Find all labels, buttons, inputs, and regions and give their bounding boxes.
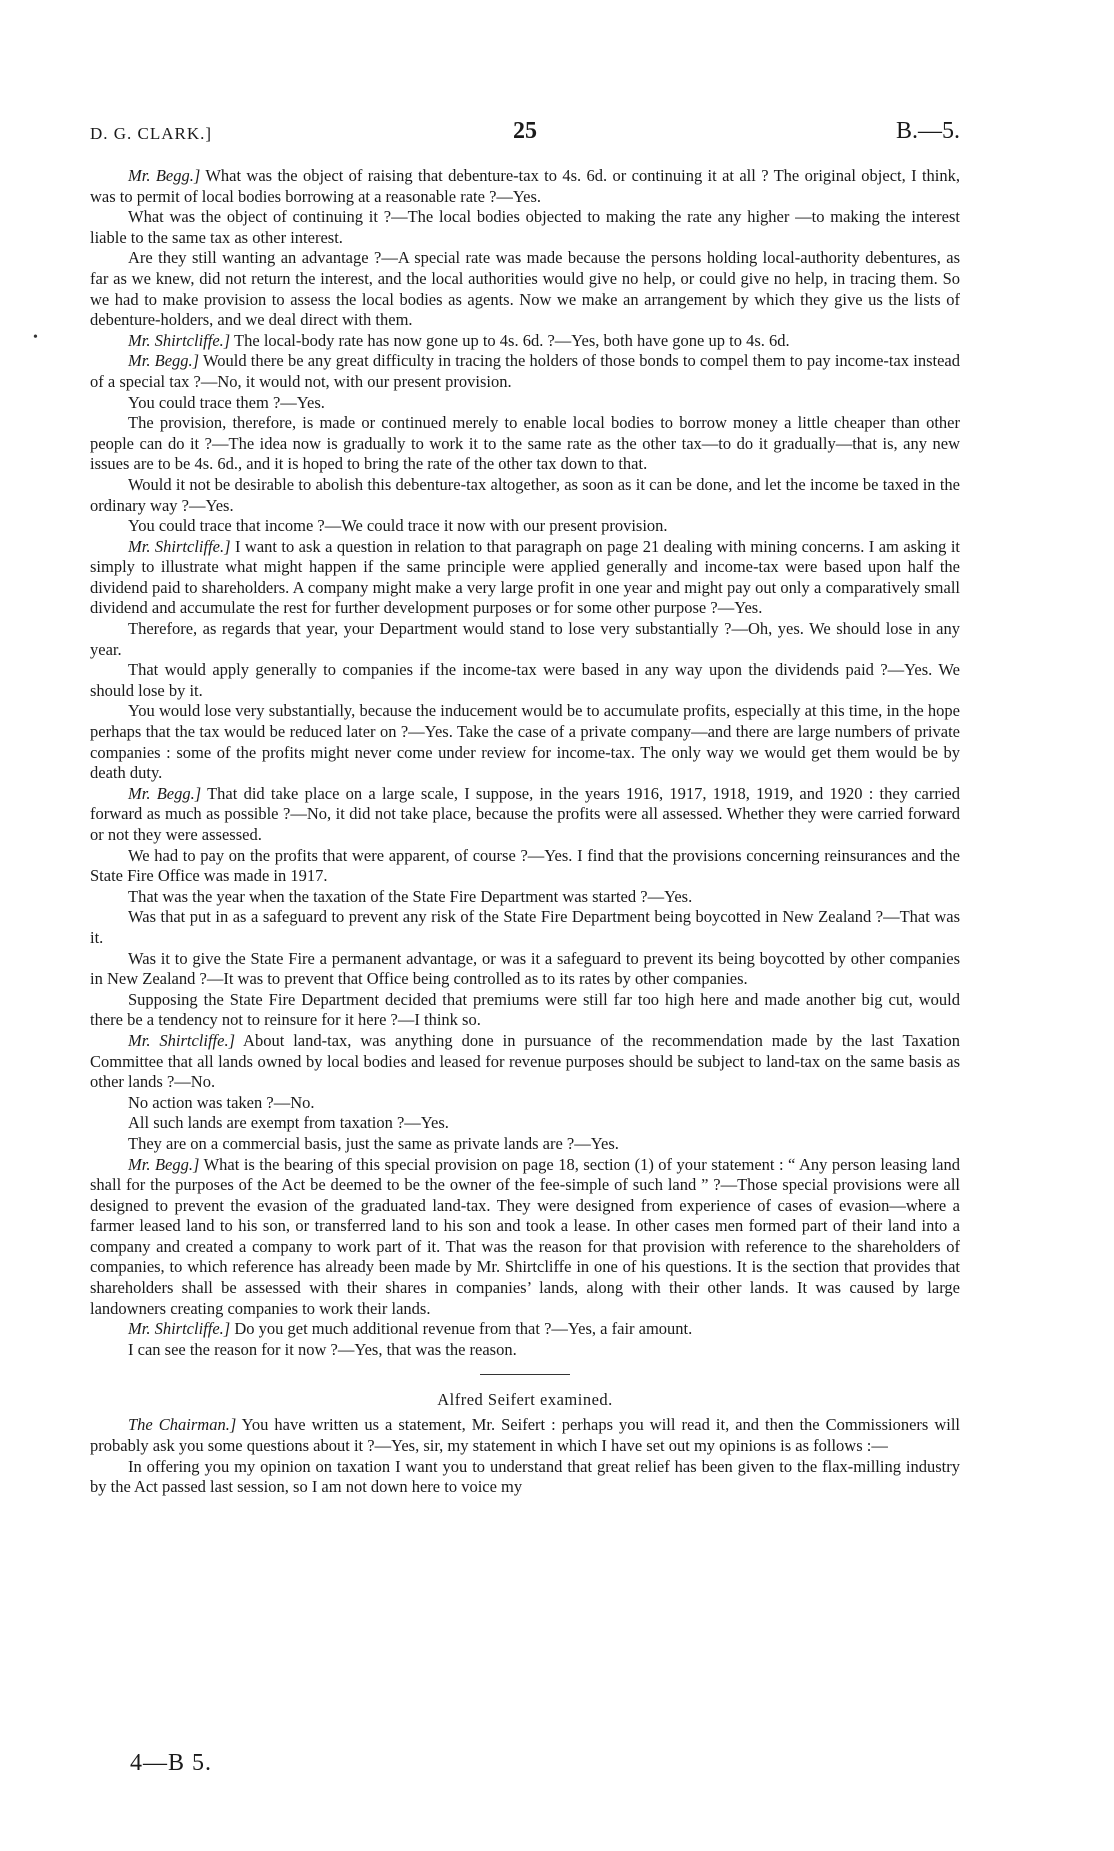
- paragraph: [90, 537, 960, 619]
- paragraph-text: Therefore, as regards that year, your Department would stand to lose very substantially ?—Oh, yes. We should lose in any year.: [90, 619, 960, 659]
- paragraph: [90, 990, 960, 1031]
- paragraph-text: What was the object of continuing it ?—The local bodies objected to making the rate any higher —to making the interest liable to the same tax as other interest.: [90, 207, 960, 247]
- page-number: 25: [513, 118, 537, 144]
- paragraph: [90, 351, 960, 392]
- speaker-label: Mr. Begg.]: [128, 783, 202, 803]
- paragraph-text: You could trace them ?—Yes.: [128, 392, 325, 412]
- paragraph: [90, 475, 960, 516]
- section-divider: [480, 1374, 570, 1375]
- paragraph: [90, 1113, 960, 1134]
- paragraph: [90, 207, 960, 248]
- section-title: Alfred Seifert examined.: [437, 1390, 613, 1410]
- speaker-label: Mr. Begg.]: [128, 166, 201, 185]
- paragraph: [90, 1093, 960, 1114]
- paragraph-text: Was it to give the State Fire a permanent advantage, or was it a safeguard to prevent its being boycotted by other companies in New Zealand ?—It was to prevent that Office being controlled as to its rates by other companies.: [90, 948, 960, 989]
- paragraph-text: You would lose very substantially, because the inducement would be to accumulate profits, especially at this time, in the hope perhaps that the tax would be reduced later on ?—Yes. Take the case of a private company—and there are large numbers of private companies : some of the profits might never come under review for income-tax. The only way we would get them would be by death duty.: [90, 701, 960, 783]
- paragraph-text: The provision, therefore, is made or continued merely to enable local bodies to borrow money a little cheaper than other people can do it ?—The idea now is gradually to work it to the same rate as the other tax—to do it gradually—that is, any new issues are to be 4s. 6d., and it is hoped to bring the rate of the other tax down to that.: [90, 413, 960, 474]
- paragraph: [90, 516, 960, 537]
- speaker-label: Mr. Shirtcliffe.]: [128, 330, 231, 350]
- paragraph: [90, 1031, 960, 1093]
- paragraph-text: In offering you my opinion on taxation I want you to understand that great relief has been given to the flax-milling industry by the Act passed last session, so I am not down here to voice my: [90, 1456, 960, 1497]
- paragraph-text: You could trace that income ?—We could trace it now with our present provision.: [128, 516, 668, 536]
- paragraph-text: Are they still wanting an advantage ?—A special rate was made because the persons holding local-authority debentures, as far as we knew, did not return the interest, and the local authorities would give no help, or could give no help, in tracing them. So we had to make provision to assess the local bodies as agents. Now we make an arrangement by which they give us the lists of debenture-holders, and we deal direct with them.: [90, 248, 960, 330]
- paragraph-text: You have written us a statement, Mr. Seifert : perhaps you will read it, and then the Commissioners will probably ask you some questions about it ?—Yes, sir, my statement in which I have set out my opinions is as follows :—: [90, 1415, 960, 1456]
- page-header: [90, 118, 960, 152]
- speaker-label: Mr. Shirtcliffe.]: [128, 536, 231, 556]
- paragraph-text: What was the object of raising that debenture-tax to 4s. 6d. or continuing it at all ? The original object, I think, was to permit of local bodies borrowing at a reasonable rate ?—Yes.: [90, 166, 960, 206]
- footer-signature: 4—B 5.: [130, 1750, 213, 1776]
- paragraph: [90, 1457, 960, 1498]
- paragraph-text: I can see the reason for it now ?—Yes, that was the reason.: [128, 1339, 517, 1359]
- paragraph: [90, 393, 960, 414]
- paragraph: [90, 619, 960, 660]
- paragraph: [90, 949, 960, 990]
- speaker-label: Mr. Begg.]: [128, 1154, 200, 1174]
- paragraph-text: The local-body rate has now gone up to 4s. 6d. ?—Yes, both have gone up to 4s. 6d.: [230, 330, 790, 350]
- testimony-body: [90, 166, 960, 1360]
- paragraph-text: That was the year when the taxation of the State Fire Department was started ?—Yes.: [128, 886, 693, 906]
- paragraph-text: Do you get much additional revenue from that ?—Yes, a fair amount.: [230, 1319, 693, 1339]
- paragraph-text: Supposing the State Fire Department decided that premiums were still far too high here and made another big cut, would there be a tendency not to reinsure for it here ?—I think so.: [90, 989, 960, 1030]
- paragraph: [90, 1415, 960, 1456]
- speaker-label: The Chairman.]: [128, 1415, 237, 1435]
- paragraph: [90, 660, 960, 701]
- speaker-label: Mr. Shirtcliffe.]: [128, 1030, 236, 1050]
- paragraph: [90, 1155, 960, 1320]
- speaker-label: Mr. Begg.]: [128, 351, 200, 371]
- paragraph: [90, 413, 960, 475]
- paragraph-text: What is the bearing of this special provision on page 18, section (1) of your statement : “ Any person leasing land shall for the purposes of the Act be deemed to be the owner of the fee-simple of such land ” ?—Those special provisions were all designed to prevent the evasion of the graduated land-tax. They were designed from experience of cases of evasion—where a farmer leased land to his son, or transferred land to his son and took a lease. In other cases men formed part of their land into a company and created a company to work part of it. That was the reason for that provision with reference to the shareholders of companies, to which reference has already been made by Mr. Shirtcliffe in one of his questions. It is the section that provides that shareholders shall be assessed with their shares in companies’ lands, along with their other lands. It was caused by large landowners creating companies to work their lands.: [90, 1154, 960, 1318]
- paragraph-text: I want to ask a question in relation to that paragraph on page 21 dealing with mining concerns. I am asking it simply to illustrate what might happen if the same principle were applied generally and income-tax were based upon half the dividend paid to shareholders. A company might make a very large profit in one year and might pay out only a comparatively small dividend and accumulate the rest for further development purposes or for some other purpose ?—Yes.: [90, 536, 960, 618]
- paragraph: [90, 1340, 960, 1361]
- paragraph-text: They are on a commercial basis, just the same as private lands are ?—Yes.: [128, 1133, 619, 1153]
- header-witness-name: D. G. CLARK.]: [90, 124, 213, 143]
- paragraph: [90, 166, 960, 207]
- testimony-body-continued: [90, 1415, 960, 1497]
- paragraph: [90, 248, 960, 330]
- paragraph: [90, 1134, 960, 1155]
- paragraph: [90, 1319, 960, 1340]
- paragraph: [90, 887, 960, 908]
- paragraph: [90, 784, 960, 846]
- paragraph-text: Was that put in as a safeguard to prevent any risk of the State Fire Department being boycotted in New Zealand ?—That was it.: [90, 907, 960, 947]
- paragraph-text: About land-tax, was anything done in pursuance of the recommendation made by the last Taxation Committee that all lands owned by local bodies and leased for revenue purposes should be subject to land-tax on the same basis as other lands ?—No.: [90, 1030, 960, 1092]
- paragraph-text: All such lands are exempt from taxation ?—Yes.: [128, 1113, 449, 1133]
- paragraph: [90, 907, 960, 948]
- speaker-label: Mr. Shirtcliffe.]: [128, 1319, 231, 1339]
- paragraph-text: Would it not be desirable to abolish this debenture-tax altogether, as soon as it can be done, and let the income be taxed in the ordinary way ?—Yes.: [90, 474, 960, 515]
- document-page: [90, 118, 960, 1498]
- paragraph: [90, 331, 960, 352]
- paragraph: [90, 846, 960, 887]
- document-code: B.—5.: [895, 118, 960, 144]
- paragraph: [90, 701, 960, 783]
- paragraph-text: No action was taken ?—No.: [128, 1092, 315, 1112]
- paragraph-text: That would apply generally to companies if the income-tax were based in any way upon the dividends paid ?—Yes. We should lose by it.: [90, 660, 960, 700]
- paragraph-text: We had to pay on the profits that were apparent, of course ?—Yes. I find that the provisions concerning reinsurances and the State Fire Office was made in 1917.: [90, 845, 960, 886]
- margin-mark: •: [33, 330, 38, 345]
- paragraph-text: Would there be any great difficulty in tracing the holders of those bonds to compel them to pay income-tax instead of a special tax ?—No, it would not, with our present provision.: [90, 351, 960, 391]
- paragraph-text: That did take place on a large scale, I suppose, in the years 1916, 1917, 1918, 1919, and 1920 : they carried forward as much as possible ?—No, it did not take place, because the profits were all assessed. Whether they were carried forward or not they were assessed.: [90, 783, 960, 844]
